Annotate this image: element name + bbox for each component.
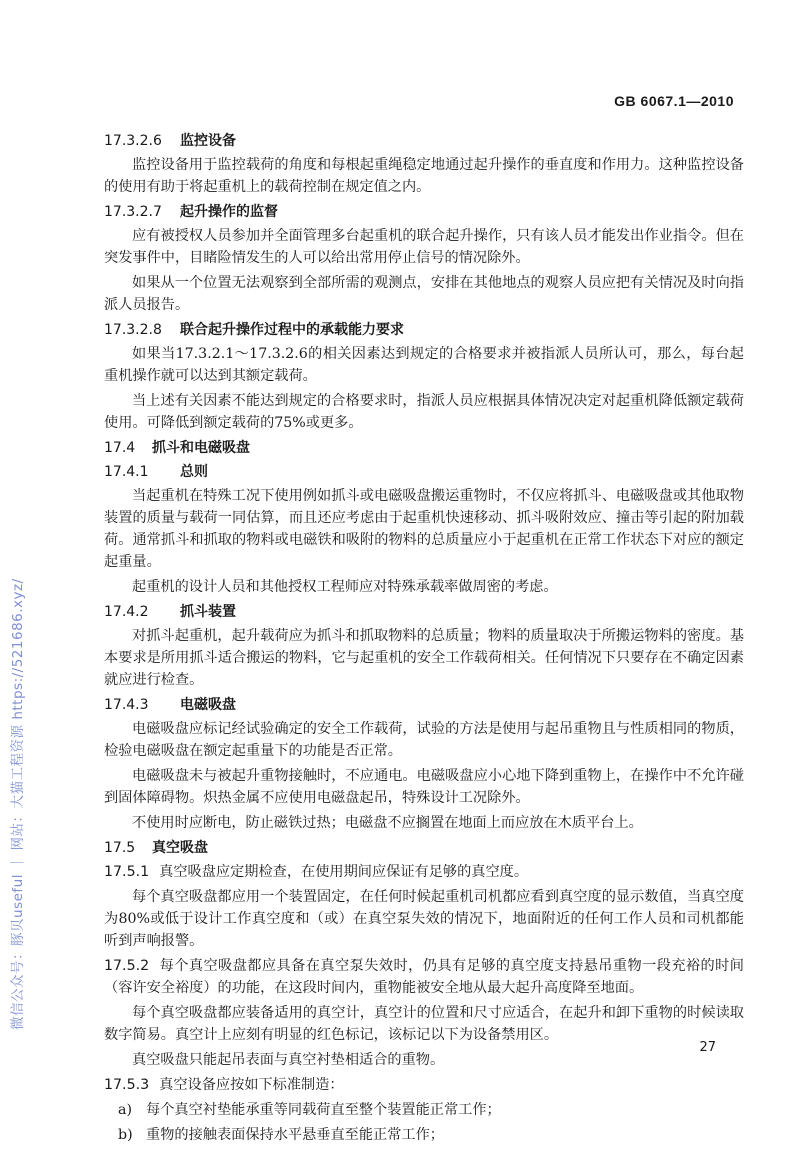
watermark-text: 微信公众号：豚贝useful ｜ 网站：大猫工程资源 https://521686.xyz/ xyxy=(10,578,26,1030)
document-body xyxy=(104,128,744,1149)
section-heading xyxy=(104,694,744,716)
section-heading xyxy=(104,437,744,459)
clause-number: 17.5.1 xyxy=(104,864,150,880)
section-title: 起升操作的监督 xyxy=(180,204,278,220)
section-number: 17.3.2.8 xyxy=(104,322,162,338)
paragraph-text: 真空设备应按如下标准制造： xyxy=(159,1077,344,1093)
section-title: 联合起升操作过程中的承载能力要求 xyxy=(180,322,404,338)
section-title: 电磁吸盘 xyxy=(180,697,236,713)
paragraph: 应有被授权人员参加并全面管理多台起重机的联合起升操作，只有该人员才能发出作业指令。但在突发事件中，目睹险情发生的人可以给出常用停止信号的情况除外。 xyxy=(104,228,744,266)
numbered-paragraph xyxy=(104,861,744,883)
paragraph: 起重机的设计人员和其他授权工程师应对特殊承载率做周密的考虑。 xyxy=(132,579,558,595)
page-number: 27 xyxy=(699,1040,716,1055)
section-title: 总则 xyxy=(180,464,208,480)
section-number: 17.4.1 xyxy=(104,464,149,480)
paragraph: 电磁吸盘应标记经试验确定的安全工作载荷，试验的方法是使用与起吊重物且与性质相同的物质，检验电磁吸盘在额定起重量下的功能是否正常。 xyxy=(104,721,744,759)
paragraph: 如果从一个位置无法观察到全部所需的观测点，安排在其他地点的观察人员应把有关情况及时向指派人员报告。 xyxy=(104,275,744,313)
numbered-paragraph xyxy=(104,1074,744,1096)
paragraph: 不使用时应断电，防止磁铁过热；电磁盘不应搁置在地面上而应放在木质平台上。 xyxy=(132,815,643,831)
section-number: 17.3.2.7 xyxy=(104,204,162,220)
section-heading xyxy=(104,201,744,223)
clause-number: 17.5.2 xyxy=(104,958,150,974)
section-title: 抓斗和电磁吸盘 xyxy=(152,440,250,456)
list-item xyxy=(104,1099,744,1121)
section-heading xyxy=(104,319,744,341)
section-title: 监控设备 xyxy=(180,133,236,149)
section-heading xyxy=(104,461,744,483)
section-heading xyxy=(104,601,744,623)
paragraph: 监控设备用于监控载荷的角度和每根起重绳稳定地通过起升操作的垂直度和作用力。这种监控设备的使用有助于将起重机上的载荷控制在规定值之内。 xyxy=(104,157,744,195)
section-title: 抓斗装置 xyxy=(180,604,236,620)
paragraph: 当起重机在特殊工况下使用例如抓斗或电磁吸盘搬运重物时，不仅应将抓斗、电磁吸盘或其他取物装置的质量与载荷一同估算，而且还应考虑由于起重机快速移动、抓斗吸附效应、撞击等引起的附加载荷。通常抓斗和抓取的物料或电磁铁和吸附的物料的总质量应小于起重机在正常工作状态下对应的额定起重量。 xyxy=(104,488,744,570)
section-number: 17.5 xyxy=(104,840,136,856)
section-number: 17.3.2.6 xyxy=(104,133,162,149)
paragraph: 电磁吸盘未与被起升重物接触时，不应通电。电磁吸盘应小心地下降到重物上，在操作中不允许碰到固体障碍物。炽热金属不应使用电磁盘起吊，特殊设计工况除外。 xyxy=(104,768,744,806)
section-number: 17.4 xyxy=(104,440,136,456)
section-number: 17.4.2 xyxy=(104,604,149,620)
section-title: 真空吸盘 xyxy=(152,840,208,856)
list-item xyxy=(104,1124,744,1146)
list-marker: b) xyxy=(118,1127,133,1143)
paragraph: 当上述有关因素不能达到规定的合格要求时，指派人员应根据具体情况决定对起重机降低额定载荷使用。可降低到额定载荷的75%或更多。 xyxy=(104,393,744,431)
list-marker: a) xyxy=(118,1102,132,1118)
paragraph-text: 每个真空吸盘都应具备在真空泵失效时，仍具有足够的真空度支持悬吊重物一段充裕的时间（容许安全裕度）的功能，在这段时间内，重物能被安全地从最大起升高度降至地面。 xyxy=(104,958,744,996)
section-heading xyxy=(104,837,744,859)
paragraph: 每个真空吸盘都应用一个装置固定，在任何时候起重机司机都应看到真空度的显示数值，当真空度为80%或低于设计工作真空度和（或）在真空泵失效的情况下，地面附近的任何工作人员和司机都能听到声响报警。 xyxy=(104,889,744,949)
paragraph: 真空吸盘只能起吊表面与真空衬垫相适合的重物。 xyxy=(132,1052,445,1068)
paragraph: 每个真空吸盘都应装备适用的真空计，真空计的位置和尺寸应适合，在起升和卸下重物的时候读取数字简易。真空计上应刻有明显的红色标记，该标记以下为设备禁用区。 xyxy=(104,1005,744,1043)
section-number: 17.4.3 xyxy=(104,697,149,713)
paragraph-text: 真空吸盘应定期检查，在使用期间应保证有足够的真空度。 xyxy=(159,864,529,880)
section-heading xyxy=(104,130,744,152)
list-item-text: 每个真空衬垫能承重等同载荷直至整个装置能正常工作； xyxy=(146,1102,501,1118)
standard-code: GB 6067.1—2010 xyxy=(614,93,734,109)
clause-number: 17.5.3 xyxy=(104,1077,150,1093)
numbered-paragraph xyxy=(104,955,744,999)
paragraph: 对抓斗起重机，起升载荷应为抓斗和抓取物料的总质量；物料的质量取决于所搬运物料的密度。基本要求是所用抓斗适合搬运的物料，它与起重机的安全工作载荷相关。任何情况下只要存在不确定因素就应进行检查。 xyxy=(104,628,744,688)
paragraph: 如果当17.3.2.1～17.3.2.6的相关因素达到规定的合格要求并被指派人员所认可，那么，每台起重机操作就可以达到其额定载荷。 xyxy=(104,346,744,384)
list-item-text: 重物的接触表面保持水平悬垂直至能正常工作； xyxy=(146,1127,444,1143)
